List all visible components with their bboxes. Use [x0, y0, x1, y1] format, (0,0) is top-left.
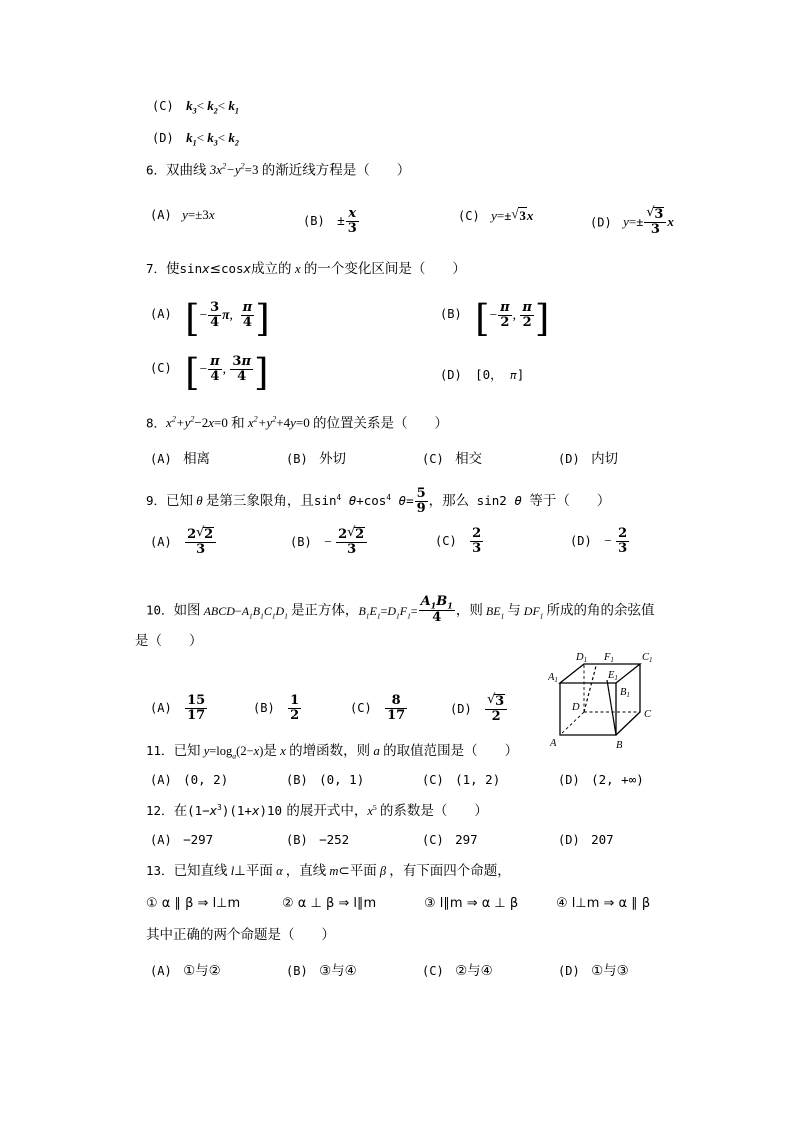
option-b[interactable] — [286, 832, 349, 848]
option-mark: (A) — [150, 964, 172, 978]
option-text: −252 — [319, 832, 350, 847]
option-text: (0, 2) — [183, 772, 229, 787]
option-text: ①与② — [183, 963, 221, 979]
cube-visible-edges — [560, 664, 640, 735]
question-11-stem: 11．已知 $y=\log_a(2-x)$是 x 的增函数，则 a 的取值范围是（ ） — [146, 743, 519, 761]
option-d[interactable] — [558, 447, 618, 467]
option-text: 内切 — [591, 451, 619, 467]
option-text: $k_3< k_2< k_1$ — [186, 98, 239, 116]
option-b[interactable] — [303, 207, 360, 235]
option-text: [0， π] — [475, 367, 525, 382]
option-d[interactable] — [450, 694, 508, 723]
option-mark: (B) — [440, 307, 462, 322]
option-d[interactable] — [570, 527, 630, 555]
option-mark: (D) — [570, 534, 592, 549]
option-mark: (A) — [150, 833, 172, 847]
option-a[interactable] — [150, 694, 208, 722]
question-10-stem-continued — [135, 634, 203, 649]
question-13-proposition-2 — [282, 896, 376, 910]
option-c[interactable] — [422, 959, 493, 979]
option-text: (2, +∞) — [591, 772, 644, 787]
option-c[interactable] — [422, 772, 500, 788]
question-13-stem: 13．已知直线 l⊥平面 α ，直线 m⊂平面 β ，有下面四个命题， — [146, 863, 511, 879]
option-mark: (A) — [150, 701, 172, 716]
option-d[interactable] — [558, 832, 614, 848]
option-text: 297 — [455, 832, 478, 847]
question-6-stem: 6．双曲线 $3x^2-y^2=3$ 的渐近线方程是（ ） — [146, 162, 411, 179]
option-a[interactable] — [150, 297, 270, 341]
option-text: −297 — [183, 832, 214, 847]
option-mark: (C) — [422, 452, 444, 466]
option-mark: (A) — [150, 773, 172, 787]
option-b[interactable] — [286, 447, 346, 467]
option-mark: (D) — [152, 131, 174, 145]
question-7-options-row2 — [150, 345, 670, 397]
question-7-stem: 7．使sinx≤cosx成立的 x 的一个变化区间是（ ） — [146, 261, 466, 277]
vertex-label-A1: A1 — [548, 672, 558, 684]
vertex-label-F1: F1 — [604, 652, 614, 664]
option-text: ①与③ — [591, 963, 629, 979]
option-text: ②与④ — [455, 963, 493, 979]
option-text: y=± √ 3x — [491, 208, 533, 223]
question-number: 9． — [146, 493, 167, 509]
option-mark: (A) — [150, 452, 172, 466]
option-mark: (C) — [422, 773, 444, 787]
question-6-options — [150, 206, 674, 237]
proposition-text: ① α ∥ β ⇒ l⊥m — [146, 896, 241, 911]
option-text: [− $\frac{3}{4}$ π, $\frac{\pi}{4}$ ] — [185, 297, 270, 341]
option-mark: (A) — [150, 208, 172, 222]
proposition-text: ② α ⊥ β ⇒ l∥m — [282, 896, 377, 911]
option-mark: (B) — [286, 833, 308, 847]
option-text: − $\frac{2 √ 2}{3}$ — [324, 534, 368, 549]
question-number: 11． — [146, 743, 174, 758]
option-text: $\frac{8}{17}$ — [387, 693, 406, 723]
question-9-options — [150, 523, 670, 563]
option-mark: (C) — [150, 361, 172, 376]
option-text: $\frac{15}{17}$ — [187, 693, 206, 723]
option-mark: (C) — [422, 964, 444, 978]
stem-continued-text: 是（ ） — [135, 633, 203, 649]
option-a[interactable] — [150, 772, 228, 788]
option-c[interactable] — [422, 447, 482, 467]
question-8-stem: 8．$x^2+y^2-2x=0$ 和 $x^2+y^2+4y=0$ 的位置关系是（ ） — [146, 415, 448, 432]
option-a[interactable] — [150, 207, 215, 223]
vertex-label-D1: D1 — [576, 652, 588, 664]
option-mark: (B) — [253, 701, 275, 716]
question-number: 12． — [146, 803, 174, 819]
option-b[interactable] — [286, 772, 364, 788]
option-text: 相离 — [183, 451, 211, 467]
question-13-proposition-4 — [556, 896, 650, 910]
question-13-options — [150, 959, 670, 989]
option-text: $\frac{2 √ 2}{3}$ — [184, 534, 217, 549]
carryover-option-d — [152, 131, 239, 148]
vertex-label-A: A — [550, 738, 557, 749]
question-number: 13． — [146, 863, 174, 878]
option-d[interactable] — [590, 207, 674, 236]
option-c[interactable] — [435, 527, 484, 555]
proposition-text: ③ l∥m ⇒ α ⊥ β — [424, 896, 519, 911]
option-mark: (A) — [150, 535, 172, 550]
option-mark: (B) — [286, 452, 308, 466]
question-13-proposition-3 — [424, 896, 518, 910]
option-mark: (D) — [558, 773, 580, 787]
option-text: √ $\frac{3}{2}$ — [484, 701, 508, 716]
option-mark: (D) — [558, 452, 580, 466]
option-mark: (B) — [286, 964, 308, 978]
option-d[interactable] — [558, 772, 644, 788]
carryover-option-c — [152, 99, 239, 116]
option-text: − $\frac{2}{3}$ — [604, 526, 628, 556]
cube-svg — [548, 645, 688, 760]
stem-continued-text: 其中正确的两个命题是（ ） — [146, 927, 335, 943]
option-mark: (D) — [450, 702, 472, 717]
option-mark: (C) — [435, 534, 457, 549]
question-12-options — [150, 832, 670, 862]
option-mark: (B) — [303, 214, 325, 229]
option-mark: (D) — [558, 833, 580, 847]
option-mark: (B) — [286, 773, 308, 787]
option-mark: (C) — [422, 833, 444, 847]
vertex-label-D: D — [572, 702, 580, 713]
option-text: 207 — [591, 832, 614, 847]
option-mark: (C) — [350, 701, 372, 716]
option-b[interactable] — [286, 959, 357, 979]
vertex-label-C1: C1 — [642, 652, 653, 664]
option-a[interactable] — [150, 527, 217, 556]
question-number: 6． — [146, 162, 167, 178]
option-a[interactable] — [150, 447, 210, 467]
option-mark: (D) — [558, 964, 580, 978]
vertex-label-B1: B1 — [620, 687, 630, 699]
option-text: $k_1< k_3< k_2$ — [186, 130, 239, 148]
option-text: [− $\frac{\pi}{4}$ , $\frac{3\pi}{4}$ ] — [185, 351, 269, 395]
question-10-stem: 10．如图 $ABCD-A_1B_1C_1D_1$ 是正方体，$B_1E_1=D_1F_1=$ $\frac{A_1B_1}{4}$ ，则 $BE_1$ 与 $DF_1$ 所成的角的余弦值 — [146, 594, 655, 625]
vertex-label-E1: E1 — [608, 670, 618, 682]
option-d[interactable] — [558, 959, 629, 979]
question-8-options — [150, 447, 670, 477]
question-number: 7． — [146, 261, 167, 276]
option-c[interactable] — [458, 207, 533, 224]
option-text: (0, 1) — [319, 772, 365, 787]
cube-diagram — [548, 645, 688, 760]
option-c[interactable] — [422, 832, 478, 848]
option-mark: (D) — [590, 215, 612, 230]
option-b[interactable] — [290, 527, 368, 556]
option-text: (1, 2) — [455, 772, 501, 787]
proposition-text: ④ l⊥m ⇒ α ∥ β — [556, 896, 651, 911]
option-text: y=± √ $\frac{3}{3}$ x — [623, 214, 674, 229]
option-mark: (C) — [458, 209, 480, 223]
option-a[interactable] — [150, 959, 221, 979]
option-c[interactable] — [350, 694, 408, 722]
vertex-label-C: C — [644, 709, 652, 720]
option-text: [− $\frac{\pi}{2}$ , $\frac{\pi}{2}$ ] — [475, 297, 550, 341]
option-b[interactable] — [253, 694, 302, 722]
option-mark: (C) — [152, 99, 174, 113]
option-mark: (A) — [150, 307, 172, 322]
question-12-stem: 12．在$(1-x^3)(1+x)10$ 的展开式中，$x^5$ 的系数是（ ） — [146, 803, 488, 820]
option-text: 外切 — [319, 451, 347, 467]
question-9-stem: 9．已知 θ 是第三象限角，且$\sin^4 \theta+\cos^4$ θ= $\frac{5}{9}$ ，那么 sin2 θ 等于（ ） — [146, 486, 611, 516]
question-11-options — [150, 772, 670, 802]
question-13-proposition-1 — [146, 896, 240, 910]
question-number: 8． — [146, 415, 167, 431]
option-c[interactable] — [150, 351, 269, 395]
question-7-options-row1 — [150, 293, 670, 345]
option-text: $\frac{1}{2}$ — [290, 693, 300, 723]
option-mark: (B) — [290, 535, 312, 550]
option-text: 相交 — [455, 451, 483, 467]
option-text: y=±3x — [182, 207, 215, 222]
question-number: 10． — [146, 602, 174, 618]
option-text: $\frac{2}{3}$ — [472, 526, 482, 556]
question-13-stem-continued — [146, 928, 335, 943]
question-10-options — [150, 691, 550, 729]
option-mark: (D) — [440, 368, 462, 382]
option-text: ± $\frac{x}{3}$ — [337, 206, 357, 236]
vertex-label-B: B — [616, 740, 623, 751]
option-text: ③与④ — [319, 963, 357, 979]
option-d[interactable] — [440, 365, 524, 383]
option-a[interactable] — [150, 832, 213, 848]
option-b[interactable] — [440, 297, 550, 341]
